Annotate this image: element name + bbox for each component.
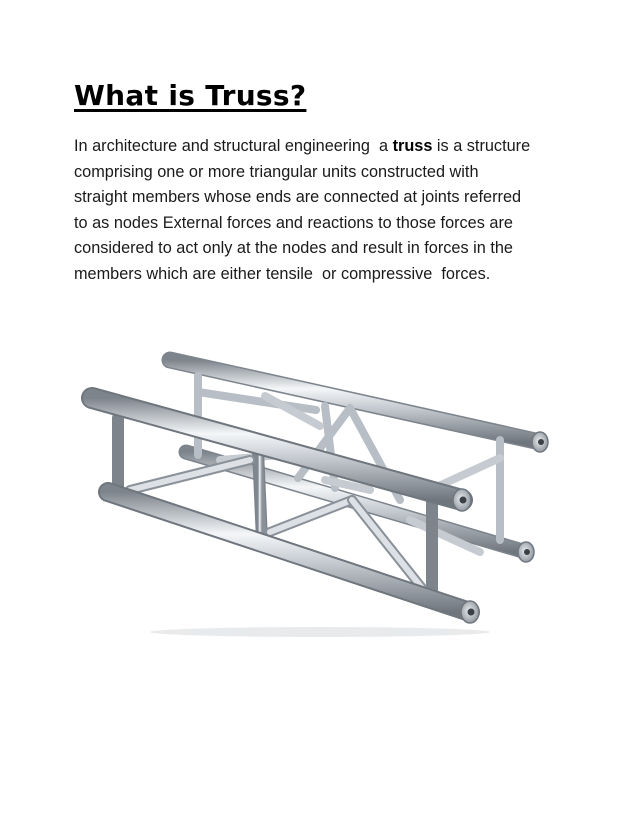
paragraph-line-6: members which are either tensile or compressive forces. [74,264,491,283]
truss-illustration-icon [70,340,560,640]
front-bottom-chord [108,492,479,623]
paragraph-line-3: straight members whose ends are connected at joints referred [74,188,522,206]
floor-shadow [150,627,490,637]
line1-text-after: is a structure [432,137,531,155]
paragraph-line-4: to as nodes External forces and reactions to those forces are [74,213,513,232]
paragraph-line-1 [74,134,574,160]
bold-term-truss: truss [392,137,433,155]
page-title: What is Truss? [74,79,307,112]
definition-paragraph [74,134,574,287]
end-caps [518,432,548,562]
paragraph-line-2: comprising one or more triangular units constructed with [74,162,479,181]
truss-figure [70,340,560,640]
line1-text-before: In architecture and structural engineering a [74,137,393,155]
paragraph-line-5: considered to act only at the nodes and result in forces in the [74,239,513,257]
